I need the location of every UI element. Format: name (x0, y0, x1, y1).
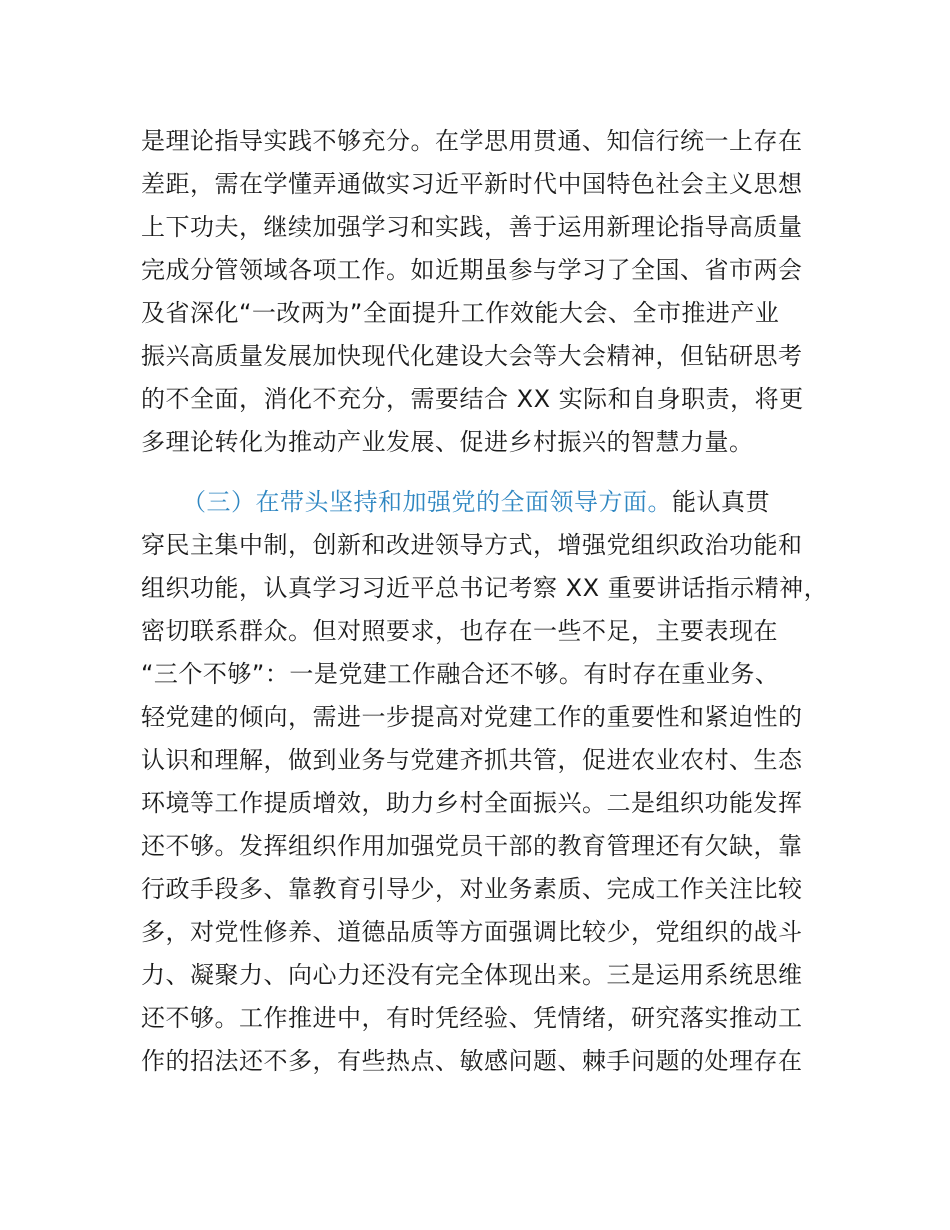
paragraph-line: 多，对党性修养、道德品质等方面强调比较少，党组织的战斗 (141, 918, 803, 946)
paragraph-line: 力、凝聚力、向心力还没有完全体现出来。三是运用系统思维 (141, 961, 803, 989)
paragraph-line: 轻党建的倾向，需进一步提高对党建工作的重要性和紧迫性的 (141, 703, 803, 731)
paragraph-line: 环境等工作提质增效，助力乡村全面振兴。二是组织功能发挥 (141, 789, 803, 817)
paragraph-line: 穿民主集中制，创新和改进领导方式，增强党组织政治功能和 (141, 531, 803, 559)
paragraph-line: 完成分管领域各项工作。如近期虽参与学习了全国、省市两会 (141, 256, 803, 284)
paragraph-line: 多理论转化为推动产业发展、促进乡村振兴的智慧力量。 (141, 428, 754, 456)
paragraph-line: 差距，需在学懂弄通做实习近平新时代中国特色社会主义思想 (141, 170, 803, 198)
paragraph-line: 作的招法还不多，有些热点、敏感问题、棘手问题的处理存在 (141, 1047, 803, 1075)
section-first-line-text: 能认真贯 (672, 488, 770, 516)
paragraph-line: 及省深化“一改两为”全面提升工作效能大会、全市推进产业 (141, 299, 780, 327)
section-heading-line (182, 485, 770, 519)
section-heading: （三）在带头坚持和加强党的全面领导方面。 (182, 488, 672, 516)
paragraph-line: “三个不够”：一是党建工作融合还不够。有时存在重业务、 (141, 660, 780, 688)
paragraph-line: 密切联系群众。但对照要求，也存在一些不足，主要表现在 (141, 617, 778, 645)
paragraph-line: 还不够。发挥组织作用加强党员干部的教育管理还有欠缺，靠 (141, 832, 803, 860)
paragraph-line: 上下功夫，继续加强学习和实践，善于运用新理论指导高质量 (141, 213, 803, 241)
paragraph-line: 的不全面，消化不充分，需要结合 XX 实际和自身职责，将更 (141, 385, 804, 413)
paragraph-line: 振兴高质量发展加快现代化建设大会等大会精神，但钻研思考 (141, 342, 803, 370)
paragraph-line: 还不够。工作推进中，有时凭经验、凭情绪，研究落实推动工 (141, 1004, 803, 1032)
paragraph-line: 认识和理解，做到业务与党建齐抓共管，促进农业农村、生态 (141, 746, 803, 774)
paragraph-line: 组织功能，认真学习习近平总书记考察 XX 重要讲话指示精神， (141, 574, 829, 602)
paragraph-line: 是理论指导实践不够充分。在学思用贯通、知信行统一上存在 (141, 127, 803, 155)
paragraph-line: 行政手段多、靠教育引导少，对业务素质、完成工作关注比较 (141, 875, 803, 903)
